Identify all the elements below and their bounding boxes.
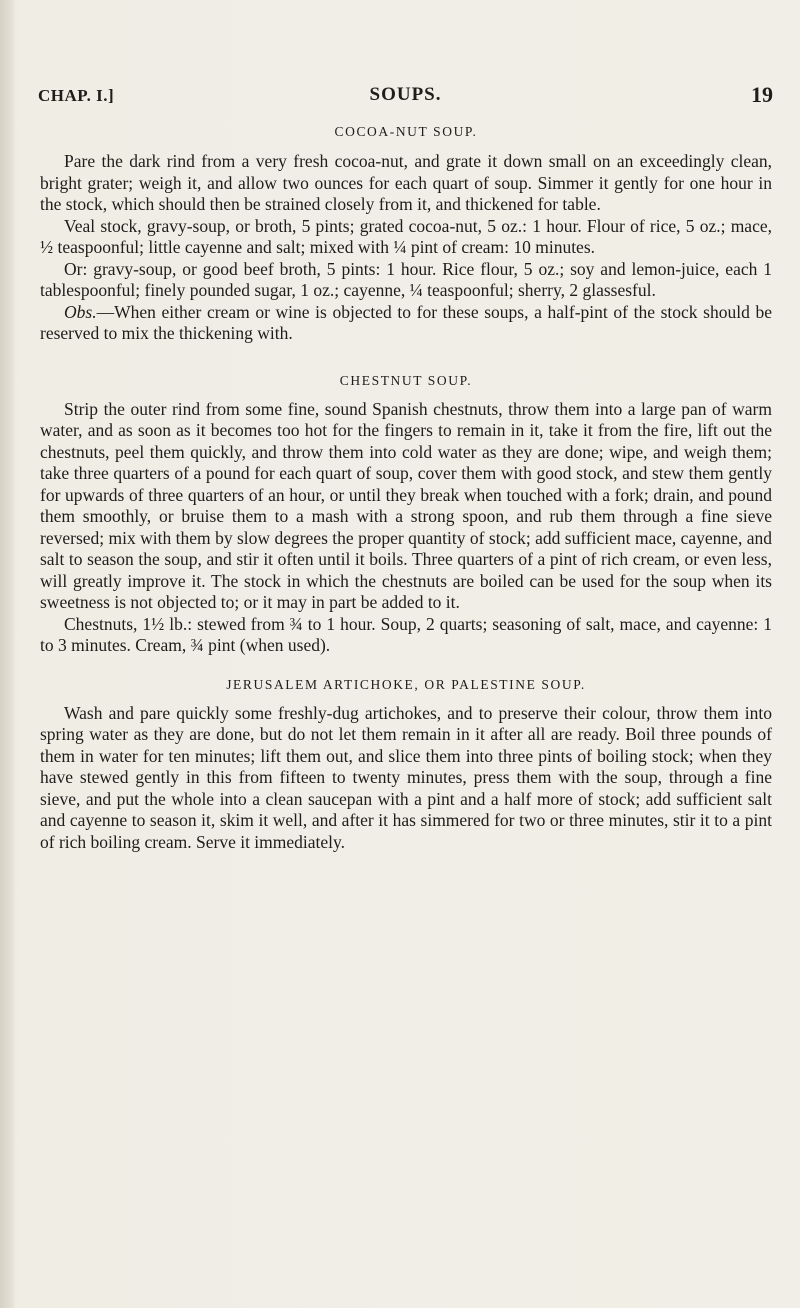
recipe-quantities: Veal stock, gravy-soup, or broth, 5 pints; grated cocoa-nut, 5 oz.: 1 hour. Flour of rice, 5 oz.; mace, ½ teaspoonful; little cayenne and salt; mixed with ¼ pint of cream: 10 minutes. bbox=[40, 215, 772, 257]
recipe-chestnut-soup bbox=[40, 373, 772, 657]
recipe-paragraph: Pare the dark rind from a very fresh cocoa-nut, and grate it down small on an exceedingly clean, bright grater; weigh it, and allow two ounces for each quart of soup. Simmer it gently for one hour in the stock, which should then be strained closely from it, and thickened for table. bbox=[40, 151, 772, 214]
running-header bbox=[38, 82, 773, 112]
page-number: 19 bbox=[751, 82, 773, 107]
recipe-title: CHESTNUT SOUP. bbox=[339, 372, 473, 388]
recipe-observation bbox=[40, 302, 772, 345]
recipe-paragraph: Strip the outer rind from some fine, sound Spanish chestnuts, throw them into a large pan of warm water, and as soon as it becomes too hot for the fingers to remain in it, take it from the fire, lift out the chestnuts, peel them quickly, and throw them into cold water as they are done; wipe, and weigh them; take three quarters of a pound for each quart of soup, cover them with good stock, and stew them gently for upwards of three quarters of an hour, or until they break when touched with a fork; drain, and pound them smoothly, or bruise them to a mash with a strong spoon, and rub them through a fine sieve reversed; mix with them by slow degrees the proper quantity of stock; add sufficient mace, cayenne, and salt to season the soup, and stir it often until it boils. Three quarters of a pint of rich cream, or even less, will greatly improve it. The stock in which the chestnuts are boiled can be used for the soup when its sweetness is not objected to; or it may in part be added to it. bbox=[40, 398, 772, 612]
observation-label: Obs. bbox=[64, 301, 97, 322]
recipe-artichoke-soup bbox=[40, 677, 772, 854]
recipe-cocoa-nut-soup bbox=[40, 124, 772, 345]
chapter-marker: CHAP. I.] bbox=[38, 86, 115, 105]
observation-text: —When either cream or wine is objected to for these soups, a half-pint of the stock should be reserved to mix the thickening with. bbox=[40, 301, 772, 343]
page-gutter-shadow bbox=[0, 0, 14, 1308]
recipe-paragraph: Wash and pare quickly some freshly-dug artichokes, and to preserve their colour, throw them into spring water as they are done, but do not let them remain in it after all are ready. Boil three pounds of them in water for ten minutes; lift them out, and slice them into three pints of boiling stock; when they have stewed gently in this from fifteen to twenty minutes, press them with the soup, through a fine sieve, and put the whole into a clean saucepan with a pint and a half more of stock; add sufficient salt and cayenne to season it, skim it well, and after it has simmered for two or three minutes, stir it to a pint of rich boiling cream. Serve it immediately. bbox=[40, 702, 772, 852]
recipe-title: JERUSALEM ARTICHOKE, OR PALESTINE SOUP. bbox=[226, 676, 586, 692]
running-title: SOUPS. bbox=[369, 84, 442, 105]
recipe-title: COCOA-NUT SOUP. bbox=[334, 124, 478, 139]
recipe-quantities-alt: Or: gravy-soup, or good beef broth, 5 pints: 1 hour. Rice flour, 5 oz.; soy and lemon-juice, each 1 tablespoonful; finely pounded sugar, 1 oz.; cayenne, ¼ teaspoonful; sherry, 2 glassesful. bbox=[40, 258, 772, 300]
page-body bbox=[40, 120, 772, 853]
recipe-quantities: Chestnuts, 1½ lb.: stewed from ¾ to 1 hour. Soup, 2 quarts; seasoning of salt, mace, and cayenne: 1 to 3 minutes. Cream, ¾ pint (when used). bbox=[40, 613, 772, 655]
